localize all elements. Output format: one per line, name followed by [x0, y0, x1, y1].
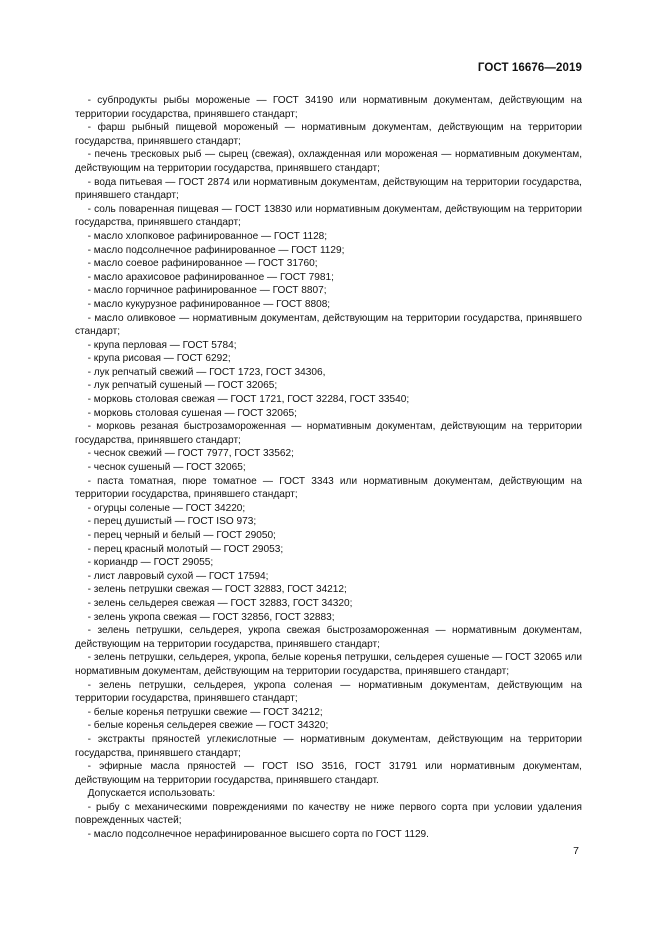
list-item: - зелень укропа свежая — ГОСТ 32856, ГОСТ 32883; — [87, 611, 335, 623]
list-item: - перец красный молотый — ГОСТ 29053; — [87, 543, 284, 555]
list-item: - зелень петрушки свежая — ГОСТ 32883, ГОСТ 34212; — [87, 584, 347, 596]
list-item: - вода питьевая — ГОСТ 2874 или нормативным документам, действующим на территории государства, принявшего стандарт; — [75, 176, 582, 202]
list-item: - масло кукурузное рафинированное — ГОСТ 8808; — [87, 298, 331, 310]
list-item: - экстракты пряностей углекислотные — нормативным документам, действующим на территории государства, принявшего стандарт; — [75, 733, 582, 759]
list-item: - перец черный и белый — ГОСТ 29050; — [87, 530, 276, 541]
list-item: - субпродукты рыбы мороженые — ГОСТ 34190 или нормативным документам, действующим на территории государства, принявшего стандарт; — [75, 95, 582, 120]
list-item: - чеснок сушеный — ГОСТ 32065; — [87, 462, 246, 474]
page-number: 7 — [573, 845, 579, 857]
list-item: - масло хлопковое рафинированное — ГОСТ 1128; — [87, 230, 328, 242]
list-item: - морковь столовая сушеная — ГОСТ 32065; — [87, 407, 297, 419]
list-item: - перец душистый — ГОСТ ISO 973; — [87, 516, 257, 528]
list-item: - масло арахисовое рафинированное — ГОСТ 7981; — [87, 271, 334, 283]
list-item: - крупа рисовая — ГОСТ 6292; — [87, 353, 231, 365]
page-header: ГОСТ 16676—2019 — [477, 62, 582, 74]
list-item: - зелень петрушки, сельдерея, укропа свежая быстрозамороженная — нормативным документам, действующим на территории государства, принявшего стандарт; — [75, 625, 582, 650]
list-item: - белые коренья сельдерея свежие — ГОСТ 34320; — [87, 720, 329, 732]
list-item: - масло горчичное рафинированное — ГОСТ 8807; — [87, 285, 327, 297]
paragraph: Допускается использовать: — [87, 788, 216, 800]
list-item: - зелень петрушки, сельдерея, укропа соленая — нормативным документам, действующим на территории государства, принявшего стандарт; — [75, 679, 582, 705]
list-item: - чеснок свежий — ГОСТ 7977, ГОСТ 33562; — [87, 448, 294, 460]
list-item: - масло подсолнечное нерафинированное высшего сорта по ГОСТ 1129. — [87, 829, 429, 841]
list-item: - белые коренья петрушки свежие — ГОСТ 34212; — [87, 706, 323, 718]
list-item: - масло соевое рафинированное — ГОСТ 31760; — [87, 258, 318, 270]
list-item: - морковь резаная быстрозамороженная — нормативным документам, действующим на территории государства, принявшего стандарт; — [75, 421, 582, 446]
list-item: - морковь столовая свежая — ГОСТ 1721, ГОСТ 32284, ГОСТ 33540; — [87, 394, 410, 406]
list-item: - масло оливковое — нормативным документам, действующим на территории государства, принявшего стандарт; — [75, 312, 582, 338]
list-item: - лук репчатый свежий — ГОСТ 1723, ГОСТ 34306, — [87, 366, 326, 378]
list-item: - масло подсолнечное рафинированное — ГОСТ 1129; — [87, 244, 345, 256]
list-item: - эфирные масла пряностей — ГОСТ ISO 3516, ГОСТ 31791 или нормативным документам, действующим на территории государства, принявшего стандарт. — [75, 761, 582, 786]
list-item: - зелень сельдерея свежая — ГОСТ 32883, ГОСТ 34320; — [87, 597, 353, 609]
list-item: - крупа перловая — ГОСТ 5784; — [87, 339, 237, 351]
list-item: - кориандр — ГОСТ 29055; — [87, 557, 214, 569]
list-item: - соль поваренная пищевая — ГОСТ 13830 или нормативным документам, действующим на территории государства, принявшего стандарт; — [75, 203, 582, 229]
list-item: - лук репчатый сушеный — ГОСТ 32065; — [87, 380, 278, 392]
document-body — [75, 94, 582, 842]
list-item: - рыбу с механическими повреждениями по качеству не ниже первого сорта при условии удаления поврежденных частей; — [75, 801, 582, 827]
list-item: - лист лавровый сухой — ГОСТ 17594; — [87, 570, 269, 582]
list-item: - зелень петрушки, сельдерея, укропа, белые коренья петрушки, сельдерея сушеные — ГОСТ 32065 или нормативным документам, действующим на территории государства, принявшего стандарт; — [75, 652, 582, 677]
list-item: - паста томатная, пюре томатное — ГОСТ 3343 или нормативным документам, действующим на территории государства, принявшего стандарт; — [75, 475, 582, 501]
list-item: - огурцы соленые — ГОСТ 34220; — [87, 502, 246, 514]
list-item: - печень тресковых рыб — сырец (свежая), охлажденная или мороженая — нормативным документам, действующим на территории государства, принявшего стандарт; — [75, 149, 582, 174]
list-item: - фарш рыбный пищевой мороженый — нормативным документам, действующим на территории государства, принявшего стандарт; — [75, 122, 582, 147]
